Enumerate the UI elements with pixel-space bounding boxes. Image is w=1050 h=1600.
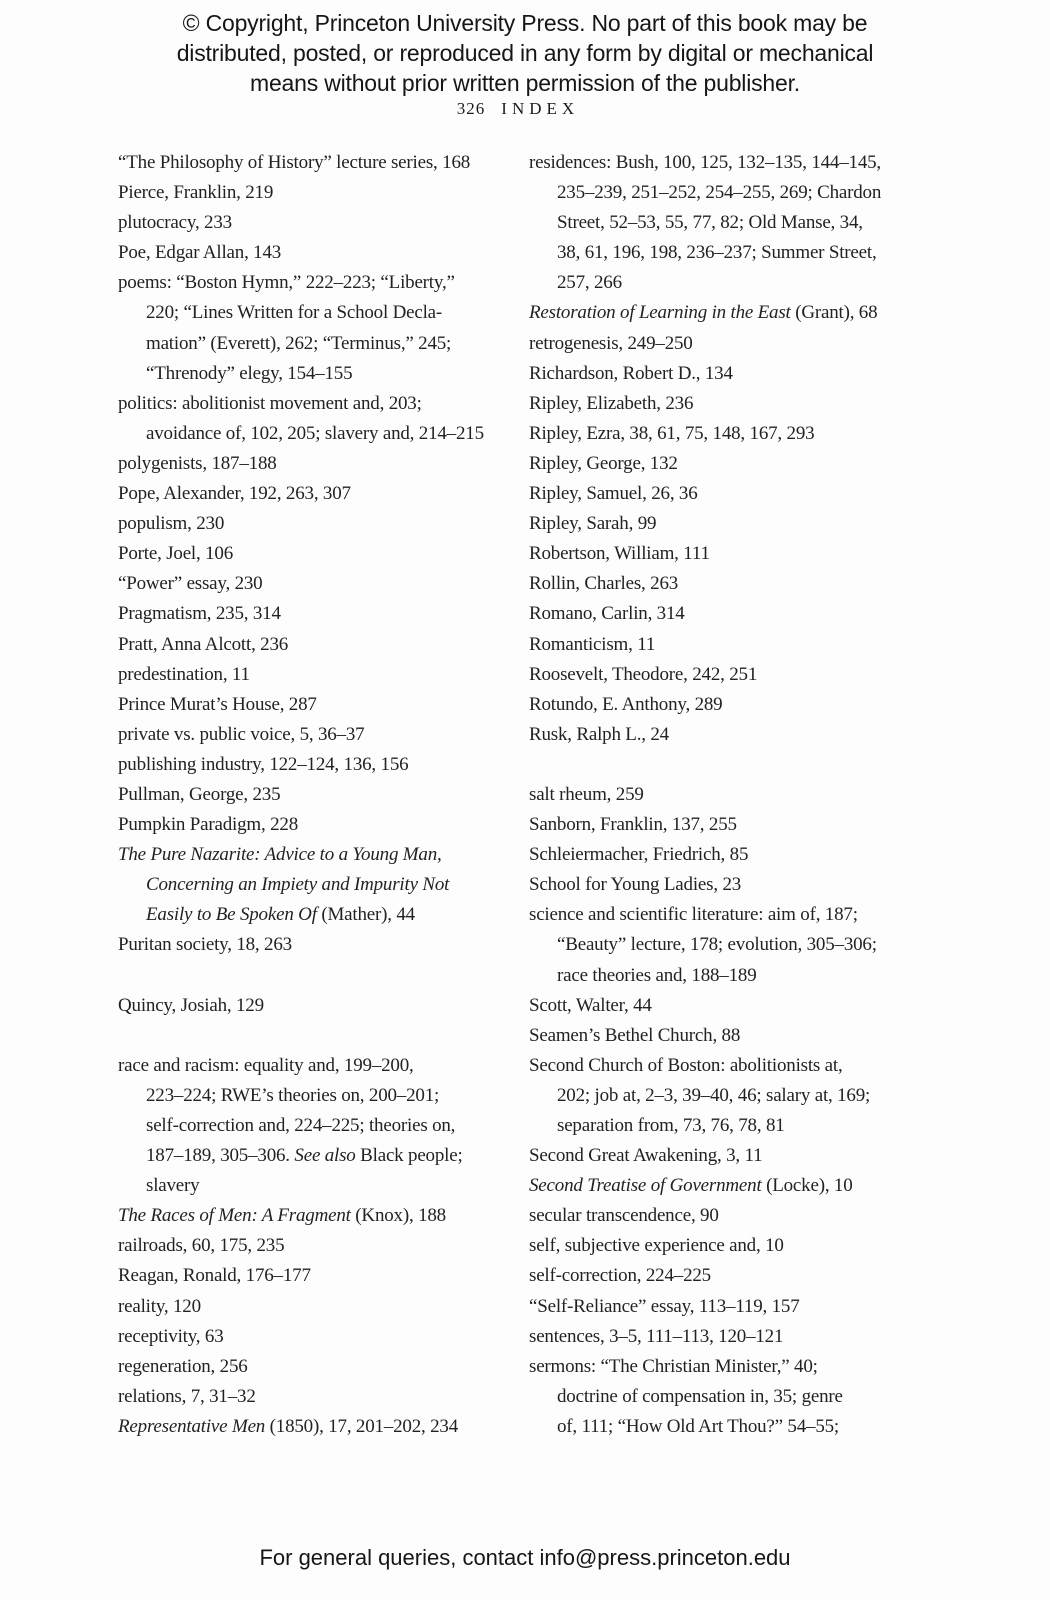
- index-entry-text: Second Church of Boston: abolitionists at,: [529, 1054, 843, 1076]
- index-entry: [529, 148, 1044, 298]
- index-entry-text: residences: Bush, 100, 125, 132–135, 144–145,: [529, 152, 881, 173]
- index-entry: [529, 780, 1044, 810]
- index-entry-text: Black people;: [355, 1145, 463, 1167]
- index-entry-line: [529, 1021, 1044, 1051]
- index-entry-line: [529, 780, 1044, 810]
- index-entry-text: salt rheum, 259: [529, 783, 644, 805]
- index-entry: [118, 479, 528, 509]
- index-entry: [529, 389, 1044, 419]
- index-entry-text: doctrine of compensation in, 35; genre: [557, 1385, 843, 1407]
- index-entry: [529, 509, 1044, 539]
- index-entry-italic-text: Restoration of Learning in the East: [529, 302, 791, 324]
- index-entry-line: [118, 660, 528, 690]
- index-entry-text: mation” (Everett), 262; “Terminus,” 245;: [146, 332, 452, 354]
- index-entry-line: [118, 509, 528, 539]
- index-entry: [118, 840, 528, 930]
- index-entry: [529, 1322, 1044, 1352]
- index-entry-text: Pumpkin Paradigm, 228: [118, 814, 298, 836]
- index-entry: [529, 599, 1044, 629]
- index-entry-line: [529, 720, 1044, 750]
- index-entry-text: 223–224; RWE’s theories on, 200–201;: [146, 1084, 440, 1106]
- index-entry-line: [529, 389, 1044, 419]
- index-entry-text: Ripley, Ezra, 38, 61, 75, 148, 167, 293: [529, 422, 815, 444]
- index-entry-text: Pratt, Anna Alcott, 236: [118, 633, 289, 655]
- index-entry-line: [118, 720, 528, 750]
- index-entry-line: [529, 660, 1044, 690]
- index-entry-text: publishing industry, 122–124, 136, 156: [118, 753, 409, 775]
- index-entry-line: [118, 1322, 528, 1352]
- index-entry-text: Quincy, Josiah, 129: [118, 994, 264, 1016]
- index-entry: [118, 930, 528, 960]
- index-entry-text: sentences, 3–5, 111–113, 120–121: [529, 1325, 784, 1347]
- index-entry: [529, 298, 1044, 328]
- index-entry-text: 38, 61, 196, 198, 236–237; Summer Street,: [557, 242, 877, 264]
- index-entry-text: Seamen’s Bethel Church, 88: [529, 1024, 741, 1046]
- index-entry: [118, 148, 528, 178]
- index-entry-line: [529, 1231, 1044, 1261]
- index-entry: [529, 720, 1044, 750]
- index-entry-line: [118, 238, 528, 268]
- index-entry-line: [529, 539, 1044, 569]
- index-entry-text: Roosevelt, Theodore, 242, 251: [529, 663, 758, 685]
- index-entry-line: [118, 930, 528, 960]
- page-number: 326: [456, 99, 486, 118]
- index-entry-text: Sanborn, Franklin, 137, 255: [529, 814, 737, 836]
- index-entry-line: [529, 268, 1044, 298]
- index-entry-line: [118, 419, 528, 449]
- index-entry-line: [529, 569, 1044, 599]
- index-entry-line: [118, 268, 528, 298]
- index-entry: [529, 991, 1044, 1021]
- index-entry: [529, 539, 1044, 569]
- index-entry-line: [529, 238, 1044, 268]
- index-entry: [118, 660, 528, 690]
- index-entry-text: “Beauty” lecture, 178; evolution, 305–306;: [557, 934, 877, 956]
- index-entry: [118, 1201, 528, 1231]
- index-entry-line: [529, 1171, 1044, 1201]
- index-entry: [118, 539, 528, 569]
- index-entry-text: (Mather), 44: [316, 904, 415, 926]
- index-heading: INDEX: [501, 99, 580, 118]
- index-entry-line: [529, 298, 1044, 328]
- index-entry: [529, 449, 1044, 479]
- index-entry: [529, 419, 1044, 449]
- index-entry-line: [118, 1171, 528, 1201]
- index-entry: [529, 690, 1044, 720]
- index-entry-line: [529, 1111, 1044, 1141]
- index-entry-line: [529, 599, 1044, 629]
- index-entry-text: reality, 120: [118, 1295, 201, 1317]
- index-entry: [529, 1231, 1044, 1261]
- index-entry-line: [118, 690, 528, 720]
- index-entry-line: [118, 359, 528, 389]
- index-entry-text: Rollin, Charles, 263: [529, 573, 679, 595]
- index-entry-text: 257, 266: [557, 272, 622, 294]
- index-entry-line: [118, 780, 528, 810]
- index-entry-line: [118, 329, 528, 359]
- index-entry-line: [529, 1051, 1044, 1081]
- index-entry-line: [529, 1352, 1044, 1382]
- index-entry: [118, 1352, 528, 1382]
- index-entry-italic-text: The Races of Men: A Fragment: [118, 1205, 351, 1227]
- index-entry: [118, 238, 528, 268]
- index-entry-line: [118, 148, 528, 178]
- copyright-line: means without prior written permission of the publisher.: [249, 70, 800, 96]
- index-entry-text: Richardson, Robert D., 134: [529, 362, 733, 384]
- index-entry: [118, 178, 528, 208]
- index-entry-text: Rusk, Ralph L., 24: [529, 723, 669, 745]
- index-entry-line: [118, 870, 528, 900]
- index-entry: [529, 329, 1044, 359]
- index-entry-text: private vs. public voice, 5, 36–37: [118, 723, 365, 745]
- index-entry-line: [529, 359, 1044, 389]
- index-entry-text: “Threnody” elegy, 154–155: [146, 362, 353, 384]
- index-entry: [529, 840, 1044, 870]
- index-entry-italic-text: The Pure Nazarite: Advice to a Young Man,: [118, 844, 442, 866]
- index-entry-line: [118, 750, 528, 780]
- page-header: [118, 99, 918, 119]
- index-column-right: [529, 148, 1044, 1442]
- index-entry-line: [118, 479, 528, 509]
- index-entry-line: [529, 1412, 1044, 1442]
- index-entry-line: [118, 630, 528, 660]
- index-entry: [529, 1352, 1044, 1442]
- copyright-line: © Copyright, Princeton University Press. No part of this book may be: [182, 10, 868, 36]
- index-entry-line: [529, 1261, 1044, 1291]
- index-entry: [118, 1051, 528, 1201]
- index-entry: [118, 1231, 528, 1261]
- index-entry-text: 202; job at, 2–3, 39–40, 46; salary at, 169;: [557, 1084, 871, 1106]
- footer-queries-note: For general queries, contact info@press.princeton.edu: [259, 1545, 791, 1570]
- index-entry-text: receptivity, 63: [118, 1325, 224, 1347]
- index-entry-text: Robertson, William, 111: [529, 543, 710, 565]
- index-entry-text: Pragmatism, 235, 314: [118, 603, 281, 625]
- index-entry-line: [529, 930, 1044, 960]
- index-entry-text: (1850), 17, 201–202, 234: [265, 1415, 459, 1437]
- index-entry-line: [118, 1352, 528, 1382]
- index-entry-line: [529, 810, 1044, 840]
- index-entry: [529, 1201, 1044, 1231]
- index-entry-text: Pierce, Franklin, 219: [118, 182, 274, 204]
- index-entry: [529, 569, 1044, 599]
- index-entry-text: plutocracy, 233: [118, 212, 232, 234]
- index-entry: [118, 810, 528, 840]
- index-entry-text: 235–239, 251–252, 254–255, 269; Chardon: [557, 182, 882, 204]
- index-entry-italic-text: Representative Men: [118, 1415, 266, 1437]
- index-entry-text: polygenists, 187–188: [118, 452, 277, 474]
- copyright-line: distributed, posted, or reproduced in any form by digital or mechanical: [176, 40, 874, 66]
- index-entry-text: Poe, Edgar Allan, 143: [118, 242, 282, 264]
- index-entry-line: [529, 509, 1044, 539]
- index-entry-line: [118, 991, 528, 1021]
- index-entry-line: [529, 1382, 1044, 1412]
- index-entry-text: slavery: [146, 1175, 200, 1197]
- index-entry-text: Scott, Walter, 44: [529, 994, 652, 1016]
- index-entry-text: science and scientific literature: aim of, 187;: [529, 904, 858, 926]
- index-entry-text: (Locke), 10: [761, 1175, 853, 1197]
- index-entry: [118, 208, 528, 238]
- index-entry: [529, 630, 1044, 660]
- index-entry-italic-text: Easily to Be Spoken Of: [146, 904, 317, 926]
- index-entry-text: (Knox), 188: [350, 1205, 446, 1227]
- index-entry: [529, 1171, 1044, 1201]
- index-entry-line: [118, 1231, 528, 1261]
- index-entry-text: Prince Murat’s House, 287: [118, 693, 317, 715]
- index-entry-text: self, subjective experience and, 10: [529, 1235, 784, 1257]
- index-entry: [118, 1322, 528, 1352]
- index-entry: [118, 1292, 528, 1322]
- index-entry-line: [118, 1261, 528, 1291]
- index-entry-line: [118, 569, 528, 599]
- index-entry: [118, 1382, 528, 1412]
- index-entry-line: [529, 840, 1044, 870]
- index-entry-text: race theories and, 188–189: [557, 964, 757, 986]
- index-entry-text: (Grant), 68: [790, 302, 878, 324]
- index-entry-line: [118, 1382, 528, 1412]
- index-entry: [118, 599, 528, 629]
- index-entry: [118, 750, 528, 780]
- index-entry-text: Porte, Joel, 106: [118, 543, 234, 565]
- index-entry-text: self-correction, 224–225: [529, 1265, 711, 1287]
- index-entry: [529, 1141, 1044, 1171]
- index-entry-line: [529, 1292, 1044, 1322]
- index-entry-text: retrogenesis, 249–250: [529, 332, 693, 354]
- index-entry-text: regeneration, 256: [118, 1355, 248, 1377]
- index-entry-text: populism, 230: [118, 513, 225, 535]
- index-entry-text: self-correction and, 224–225; theories on,: [146, 1115, 456, 1136]
- index-entry-text: Puritan society, 18, 263: [118, 934, 292, 956]
- index-entry: [529, 810, 1044, 840]
- index-entry-text: Ripley, Samuel, 26, 36: [529, 483, 698, 505]
- index-entry-line: [529, 900, 1044, 930]
- index-entry-text: Pullman, George, 235: [118, 783, 281, 805]
- index-entry-line: [529, 1081, 1044, 1111]
- index-entry-line: [529, 329, 1044, 359]
- index-entry-line: [118, 1141, 528, 1171]
- index-entry-text: “Self-Reliance” essay, 113–119, 157: [529, 1295, 800, 1317]
- index-entry-line: [118, 840, 528, 870]
- index-entry-text: Reagan, Ronald, 176–177: [118, 1265, 311, 1287]
- copyright-notice: [0, 8, 1050, 98]
- index-entry-text: sermons: “The Christian Minister,” 40;: [529, 1355, 818, 1377]
- index-entry: [529, 1051, 1044, 1141]
- index-entry: [529, 1021, 1044, 1051]
- index-entry-line: [118, 389, 528, 419]
- index-entry: [118, 389, 528, 449]
- index-entry-line: [529, 208, 1044, 238]
- index-entry-italic-text: Concerning an Impiety and Impurity Not: [146, 874, 450, 896]
- index-entry-line: [118, 449, 528, 479]
- index-entry-line: [118, 1201, 528, 1231]
- index-entry-line: [529, 178, 1044, 208]
- index-entry: [529, 479, 1044, 509]
- index-entry: [529, 660, 1044, 690]
- index-entry-text: School for Young Ladies, 23: [529, 874, 742, 896]
- index-entry: [118, 991, 528, 1021]
- index-entry: [118, 509, 528, 539]
- index-entry-text: Romano, Carlin, 314: [529, 603, 685, 625]
- index-entry-text: Schleiermacher, Friedrich, 85: [529, 844, 749, 866]
- index-entry-line: [529, 991, 1044, 1021]
- index-entry: [118, 1261, 528, 1291]
- index-entry: [118, 690, 528, 720]
- index-entry-text: avoidance of, 102, 205; slavery and, 214–215: [146, 422, 484, 444]
- index-entry-line: [529, 1201, 1044, 1231]
- index-entry-text: railroads, 60, 175, 235: [118, 1235, 285, 1257]
- index-entry: [529, 1292, 1044, 1322]
- index-entry: [118, 1412, 528, 1442]
- index-entry-text: poems: “Boston Hymn,” 222–223; “Liberty,”: [118, 272, 455, 294]
- index-entry-italic-text: See also: [294, 1145, 356, 1167]
- index-entry: [118, 780, 528, 810]
- index-entry: [529, 359, 1044, 389]
- index-entry: [118, 720, 528, 750]
- index-entry: [529, 900, 1044, 990]
- index-entry-text: Pope, Alexander, 192, 263, 307: [118, 483, 351, 505]
- index-entry-text: Ripley, George, 132: [529, 452, 678, 474]
- index-entry-text: politics: abolitionist movement and, 203;: [118, 392, 422, 414]
- index-entry-line: [529, 148, 1044, 178]
- index-entry-text: separation from, 73, 76, 78, 81: [557, 1115, 785, 1136]
- index-column-left: [118, 148, 528, 1442]
- index-entry-text: race and racism: equality and, 199–200,: [118, 1054, 414, 1076]
- index-entry-line: [118, 1081, 528, 1111]
- index-entry-text: “The Philosophy of History” lecture series, 168: [118, 152, 471, 173]
- index-entry: [529, 1261, 1044, 1291]
- index-entry-line: [529, 870, 1044, 900]
- index-entry: [529, 870, 1044, 900]
- index-entry-text: “Power” essay, 230: [118, 573, 263, 595]
- index-entry-line: [118, 298, 528, 328]
- index-entry-text: Ripley, Elizabeth, 236: [529, 392, 694, 414]
- index-entry-line: [118, 900, 528, 930]
- index-entry-text: Street, 52–53, 55, 77, 82; Old Manse, 34,: [557, 212, 863, 234]
- index-entry-line: [118, 1292, 528, 1322]
- index-entry-line: [529, 1141, 1044, 1171]
- index-entry-text: 220; “Lines Written for a School Decla-: [146, 302, 443, 324]
- index-entry-line: [529, 479, 1044, 509]
- index-entry-line: [529, 961, 1044, 991]
- index-entry-text: of, 111; “How Old Art Thou?” 54–55;: [557, 1415, 840, 1437]
- index-entry-line: [118, 1412, 528, 1442]
- index-entry-line: [529, 630, 1044, 660]
- index-entry-line: [118, 810, 528, 840]
- index-entry-line: [118, 1111, 528, 1141]
- index-entry-text: Romanticism, 11: [529, 633, 656, 655]
- index-entry-line: [529, 419, 1044, 449]
- index-entry-italic-text: Second Treatise of Government: [529, 1175, 762, 1197]
- index-entry-text: relations, 7, 31–32: [118, 1385, 256, 1407]
- index-entry-line: [118, 599, 528, 629]
- index-entry-text: Rotundo, E. Anthony, 289: [529, 693, 723, 715]
- index-entry-line: [118, 208, 528, 238]
- index-entry-text: secular transcendence, 90: [529, 1205, 719, 1227]
- index-entry-text: predestination, 11: [118, 663, 250, 685]
- index-entry: [118, 630, 528, 660]
- index-entry-text: Ripley, Sarah, 99: [529, 513, 657, 535]
- index-entry-line: [529, 1322, 1044, 1352]
- index-entry-line: [118, 1051, 528, 1081]
- index-entry-line: [529, 449, 1044, 479]
- index-entry-line: [118, 178, 528, 208]
- index-entry: [118, 268, 528, 388]
- index-entry-text: 187–189, 305–306.: [146, 1145, 295, 1167]
- index-entry-line: [118, 539, 528, 569]
- index-entry: [118, 449, 528, 479]
- index-entry-text: Second Great Awakening, 3, 11: [529, 1145, 763, 1167]
- index-entry: [118, 569, 528, 599]
- index-entry-line: [529, 690, 1044, 720]
